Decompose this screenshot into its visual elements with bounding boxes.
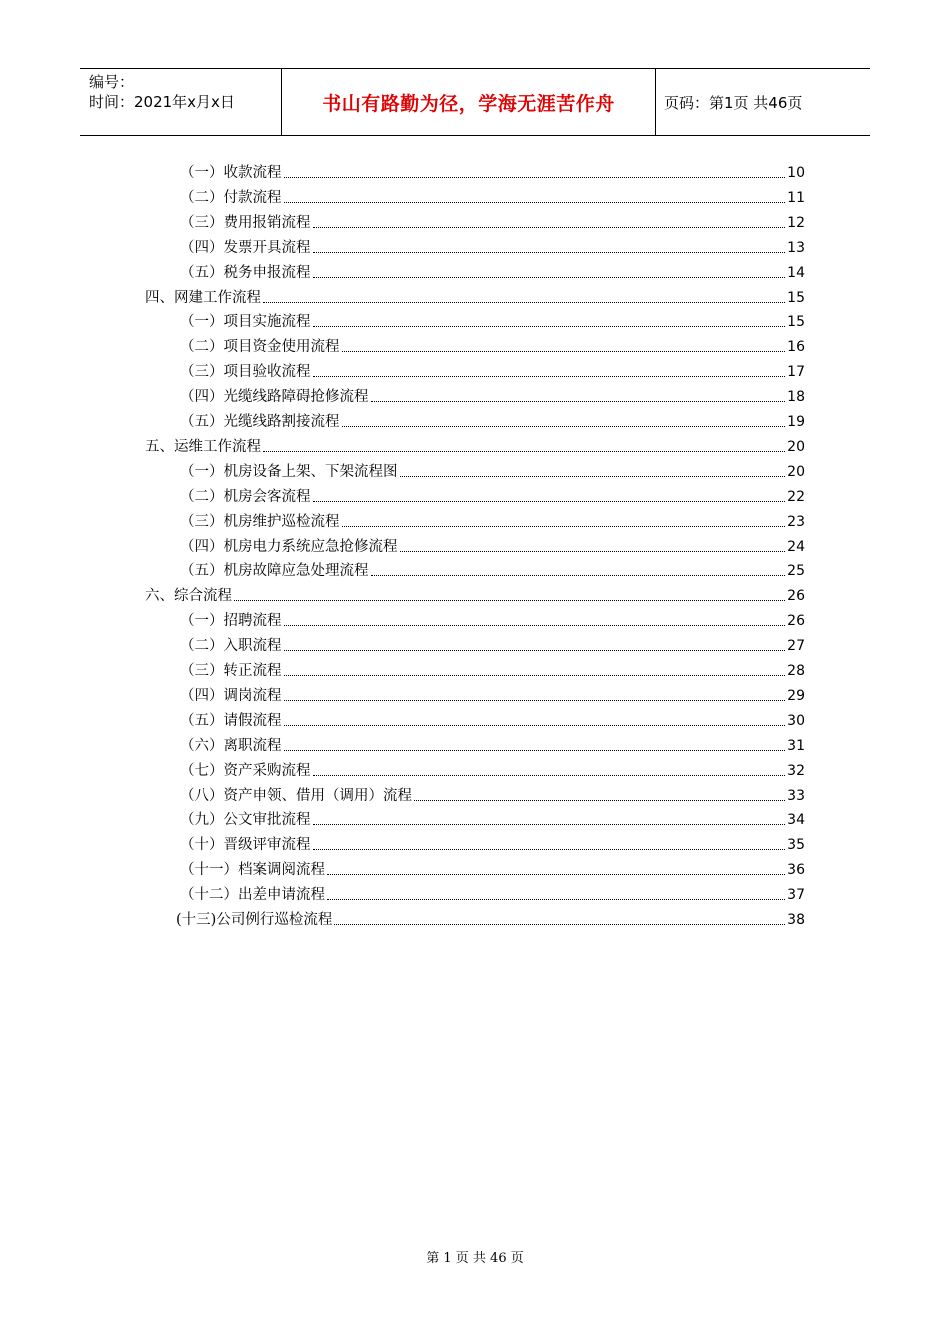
header-motto-cell [282,69,656,135]
toc-entry[interactable] [180,233,805,257]
toc-entry[interactable] [180,731,805,755]
toc-entry-title: （一）招聘流程 [180,613,282,629]
toc-entry-page-number: 14 [787,265,805,281]
toc-entry[interactable] [180,158,805,182]
toc-entry-title: (十三)公司例行巡检流程 [176,912,333,928]
toc-dot-leader [313,325,786,327]
toc-entry-page-number: 31 [787,738,805,754]
toc-entry-page-number: 17 [787,364,805,380]
toc-entry-title: （十二）出差申请流程 [180,887,325,903]
toc-dot-leader [234,599,785,601]
toc-entry-title: （一）项目实施流程 [180,314,311,330]
toc-entry[interactable] [180,457,805,481]
toc-entry-page-number: 13 [787,240,805,256]
toc-dot-leader [263,301,785,303]
document-time-label: 时间：2021年x月x日 [89,93,235,111]
toc-dot-leader [313,375,786,377]
toc-entry[interactable] [180,307,805,331]
toc-entry-page-number: 22 [787,489,805,505]
toc-dot-leader [284,724,786,726]
toc-entry[interactable] [180,606,805,630]
toc-entry-page-number: 16 [787,339,805,355]
toc-entry-page-number: 20 [787,439,805,455]
toc-entry[interactable] [180,258,805,282]
toc-entry-title: （三）机房维护巡检流程 [180,514,340,530]
toc-entry[interactable] [180,507,805,531]
toc-dot-leader [400,550,786,552]
toc-entry-page-number: 29 [787,688,805,704]
toc-entry-title: （七）资产采购流程 [180,763,311,779]
toc-entry-title: （九）公文审批流程 [180,812,311,828]
toc-entry-page-number: 30 [787,713,805,729]
toc-entry-page-number: 28 [787,663,805,679]
toc-dot-leader [284,201,786,203]
toc-entry[interactable] [180,556,805,580]
toc-entry-page-number: 37 [787,887,805,903]
toc-entry-title: （一）收款流程 [180,165,282,181]
toc-entry-page-number: 33 [787,788,805,804]
toc-entry[interactable] [145,432,805,456]
toc-entry[interactable] [180,855,805,879]
toc-dot-leader [342,350,786,352]
toc-entry-title: 六、综合流程 [145,588,232,604]
toc-entry-page-number: 27 [787,638,805,654]
toc-entry-title: （四）调岗流程 [180,688,282,704]
toc-entry-page-number: 35 [787,837,805,853]
toc-entry-title: （二）项目资金使用流程 [180,339,340,355]
toc-entry-title: （十）晋级评审流程 [180,837,311,853]
toc-dot-leader [313,500,786,502]
toc-entry-title: （八）资产申领、借用（调用）流程 [180,788,412,804]
toc-entry[interactable] [180,656,805,680]
toc-entry[interactable] [180,880,805,904]
toc-entry[interactable] [180,805,805,829]
toc-entry[interactable] [145,581,805,605]
toc-entry-title: （四）发票开具流程 [180,240,311,256]
toc-entry-title: （二）入职流程 [180,638,282,654]
toc-entry-title: （五）光缆线路割接流程 [180,414,340,430]
toc-entry-page-number: 38 [787,912,805,928]
toc-dot-leader [284,674,786,676]
toc-entry-title: （四）光缆线路障碍抢修流程 [180,389,369,405]
toc-entry-page-number: 12 [787,215,805,231]
toc-entry-title: 五、运维工作流程 [145,439,261,455]
toc-dot-leader [313,823,786,825]
toc-entry-page-number: 36 [787,862,805,878]
toc-entry[interactable] [180,208,805,232]
header-motto: 书山有路勤为径，学海无涯苦作舟 [322,92,615,115]
toc-entry[interactable] [180,332,805,356]
toc-entry[interactable] [180,357,805,381]
toc-entry[interactable] [180,631,805,655]
toc-entry-title: （五）机房故障应急处理流程 [180,563,369,579]
toc-entry-title: （三）费用报销流程 [180,215,311,231]
header-meta-cell [80,69,282,135]
toc-entry-page-number: 20 [787,464,805,480]
toc-dot-leader [313,848,786,850]
toc-entry-page-number: 15 [787,314,805,330]
header-page-info: 页码：第1页 共46页 [664,93,803,112]
toc-entry-page-number: 26 [787,613,805,629]
toc-entry-page-number: 18 [787,389,805,405]
toc-entry-title: （三）转正流程 [180,663,282,679]
toc-entry-title: （三）项目验收流程 [180,364,311,380]
toc-dot-leader [284,624,786,626]
toc-entry[interactable] [180,382,805,406]
toc-entry-page-number: 34 [787,812,805,828]
toc-entry[interactable] [180,781,805,805]
toc-entry-page-number: 23 [787,514,805,530]
toc-dot-leader [313,774,786,776]
toc-entry-title: 四、网建工作流程 [145,290,261,306]
toc-dot-leader [284,176,786,178]
toc-entry-page-number: 15 [787,290,805,306]
toc-dot-leader [371,400,786,402]
toc-entry[interactable] [180,482,805,506]
toc-entry[interactable] [145,283,805,307]
toc-dot-leader [342,425,786,427]
toc-entry-page-number: 10 [787,165,805,181]
toc-entry-title: （六）离职流程 [180,738,282,754]
toc-entry[interactable] [180,706,805,730]
toc-entry-title: （一）机房设备上架、下架流程图 [180,464,398,480]
toc-entry[interactable] [176,905,805,929]
toc-dot-leader [371,574,786,576]
toc-entry-page-number: 24 [787,539,805,555]
header-page-cell [656,69,870,135]
toc-dot-leader [263,450,785,452]
toc-entry[interactable] [180,183,805,207]
toc-entry-title: （二）机房会客流程 [180,489,311,505]
toc-dot-leader [334,923,785,925]
toc-dot-leader [327,898,785,900]
document-number-label: 编号： [89,73,135,91]
toc-entry-title: （四）机房电力系统应急抢修流程 [180,539,398,555]
toc-dot-leader [342,525,786,527]
toc-entry-page-number: 25 [787,563,805,579]
page-header [80,68,870,136]
toc-entry[interactable] [180,532,805,556]
page-footer: 第 1 页 共 46 页 [426,1251,524,1266]
toc-dot-leader [284,699,786,701]
toc-dot-leader [327,873,785,875]
toc-entry-page-number: 19 [787,414,805,430]
toc-dot-leader [313,276,786,278]
toc-dot-leader [284,649,786,651]
toc-entry-page-number: 32 [787,763,805,779]
toc-entry[interactable] [180,681,805,705]
toc-entry-title: （二）付款流程 [180,190,282,206]
toc-dot-leader [313,251,786,253]
toc-dot-leader [400,475,786,477]
toc-entry-page-number: 26 [787,588,805,604]
toc-entry-title: （五）请假流程 [180,713,282,729]
toc-dot-leader [414,799,785,801]
toc-entry-title: （十一）档案调阅流程 [180,862,325,878]
toc-entry[interactable] [180,830,805,854]
toc-entry[interactable] [180,407,805,431]
toc-dot-leader [313,226,786,228]
toc-entry-page-number: 11 [787,190,805,206]
toc-dot-leader [284,749,786,751]
toc-entry[interactable] [180,756,805,780]
toc-entry-title: （五）税务申报流程 [180,265,311,281]
